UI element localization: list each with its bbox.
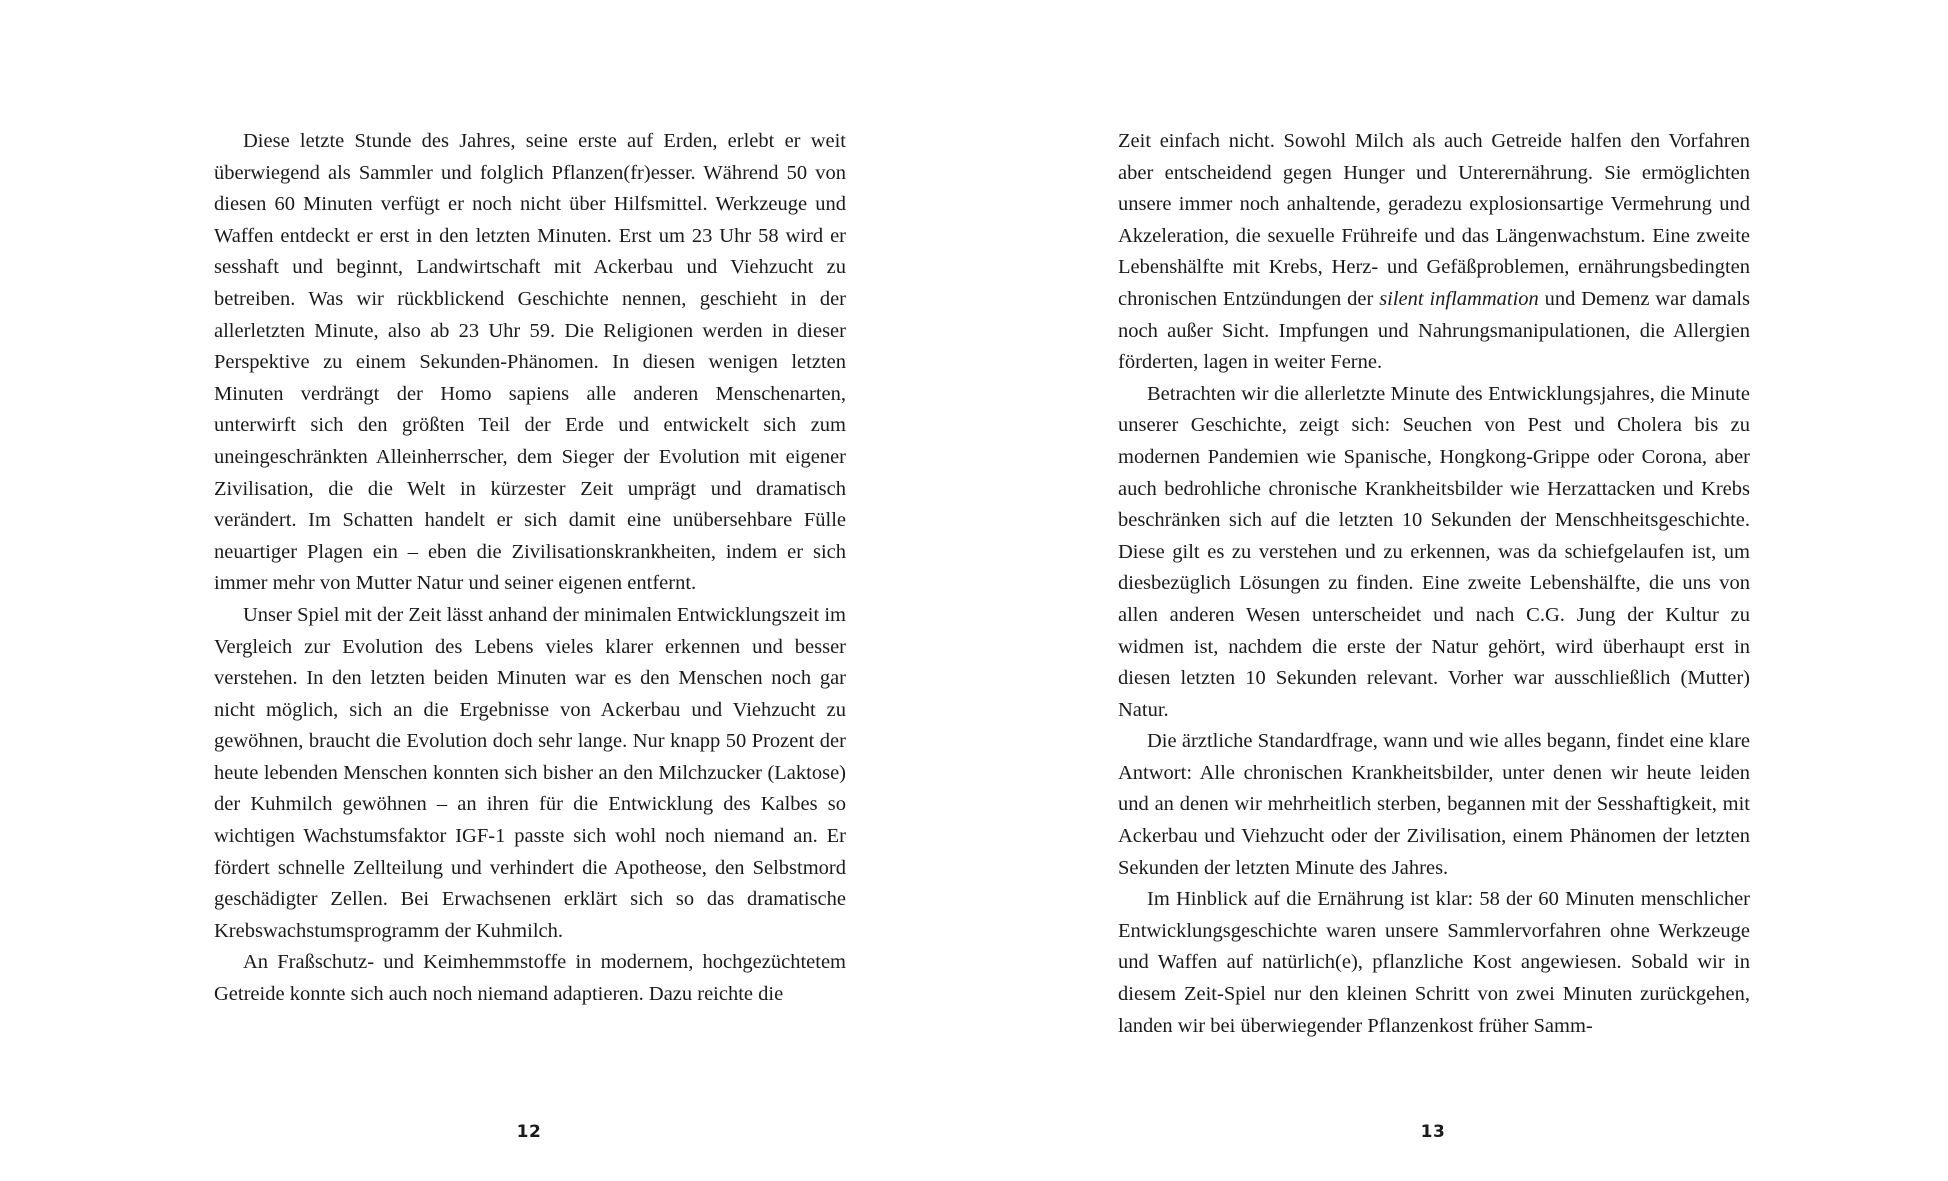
right-paragraph-4: Im Hinblick auf die Ernährung ist klar: 58 der 60 Minuten menschlicher Entwicklungsgeschichte waren unsere Sammlervorfahren ohne Werkzeuge und Waffen auf natürlich(e), pflanzliche Kost angewiesen. Sobald wir in diesem Zeit-Spiel nur den kleinen Schritt von zwei Minuten zurückgehen, landen wir bei überwiegender Pflanzenkost früher Samm-	[1118, 888, 1750, 1037]
left-page-text	[214, 126, 846, 1011]
right-paragraph-1	[1118, 126, 1750, 379]
left-paragraph-2: Unser Spiel mit der Zeit lässt anhand der minimalen Entwicklungszeit im Vergleich zur Evolution des Lebens vieles klarer erkennen und besser verstehen. In den letzten beiden Minuten war es den Menschen noch gar nicht möglich, sich an die Ergebnisse von Ackerbau und Viehzucht zu gewöhnen, braucht die Evolution doch sehr lange. Nur knapp 50 Prozent der heute lebenden Menschen konnten sich bisher an den Milchzucker (Laktose) der Kuhmilch gewöhnen – an ihren für die Entwicklung des Kalbes so wichtigen Wachstumsfaktor IGF-1 passte sich wohl noch niemand an. Er fördert schnelle Zellteilung und verhindert die Apotheose, den Selbstmord geschädigter Zellen. Bei Erwachsenen erklärt sich so das dramatische Krebswachstumsprogramm der Kuhmilch.	[214, 603, 846, 942]
page-number-left: 12	[516, 1122, 542, 1142]
right-page-text	[1118, 126, 1750, 1042]
right-paragraph-2: Betrachten wir die allerletzte Minute des Entwicklungsjahres, die Minute unserer Geschichte, zeigt sich: Seuchen von Pest und Cholera bis zu modernen Pandemien wie Spanische, Hongkong-Grippe oder Corona, aber auch bedrohliche chronische Krankheitsbilder wie Herzattacken und Krebs beschränken sich auf die letzten 10 Sekunden der Menschheitsgeschichte. Diese gilt es zu verstehen und zu erkennen, was da schiefgelaufen ist, um diesbezüglich Lösungen zu finden. Eine zweite Lebenshälfte, die uns von allen anderen Wesen unterscheidet und nach C.G. Jung der Kultur zu widmen ist, nachdem die erste der Natur gehört, wird überhaupt erst in diesen letzten 10 Sekunden relevant. Vorher war ausschließlich (Mutter) Natur.	[1118, 382, 1750, 721]
right-paragraph-1-after: und Demenz war damals noch außer Sicht. Impfungen und Nahrungsmanipulationen, die Allergien förderten, lagen in weiter Ferne.	[1118, 287, 1751, 374]
page-number-right: 13	[1420, 1122, 1446, 1142]
left-paragraph-3: An Fraßschutz- und Keimhemmstoffe in modernem, hochgezüchtetem Getreide konnte sich auch noch niemand adaptieren. Dazu reichte die	[214, 951, 846, 1006]
italic-term: silent inflammation	[1379, 287, 1539, 310]
right-paragraph-3: Die ärztliche Standardfrage, wann und wie alles begann, findet eine klare Antwort: Alle chronischen Krankheitsbilder, unter denen wir heute leiden und an denen wir mehrheitlich sterben, begannen mit der Sesshaftigkeit, mit Ackerbau und Viehzucht oder der Zivilisation, einem Phänomen der letzten Sekunden der letzten Minute des Jahres.	[1118, 730, 1750, 879]
left-paragraph-1: Diese letzte Stunde des Jahres, seine erste auf Erden, erlebt er weit überwiegend als Sammler und folglich Pflanzen(fr)esser. Während 50 von diesen 60 Minuten verfügt er noch nicht über Hilfsmittel. Werkzeuge und Waffen entdeckt er erst in den letzten Minuten. Erst um 23 Uhr 58 wird er sesshaft und beginnt, Landwirtschaft mit Ackerbau und Viehzucht zu betreiben. Was wir rückblickend Geschichte nennen, geschieht in der allerletzten Minute, also ab 23 Uhr 59. Die Religionen werden in dieser Perspektive zu einem Sekunden-Phänomen. In diesen wenigen letzten Minuten verdrängt der Homo sapiens alle anderen Menschenarten, unterwirft sich den größten Teil der Erde und entwickelt sich zum uneingeschränkten Alleinherrscher, dem Sieger der Evolution mit eigener Zivilisation, die die Welt in kürzester Zeit umprägt und dramatisch verändert. Im Schatten handelt er sich damit eine unübersehbare Fülle neuartiger Plagen ein – eben die Zivilisationskrankheiten, indem er sich immer mehr von Mutter Natur und seiner eigenen entfernt.	[214, 130, 846, 595]
right-page	[974, 0, 1948, 1181]
right-paragraph-1-before: Zeit einfach nicht. Sowohl Milch als auch Getreide halfen den Vorfahren aber entscheidend gegen Hunger und Unterernährung. Sie ermöglichten unsere immer noch anhaltende, geradezu explosionsartige Vermehrung und Akzeleration, die sexuelle Frühreife und das Längenwachstum. Eine zweite Lebenshälfte mit Krebs, Herz- und Gefäßproblemen, ernährungsbedingten chronischen Entzündungen der	[1118, 130, 1750, 310]
